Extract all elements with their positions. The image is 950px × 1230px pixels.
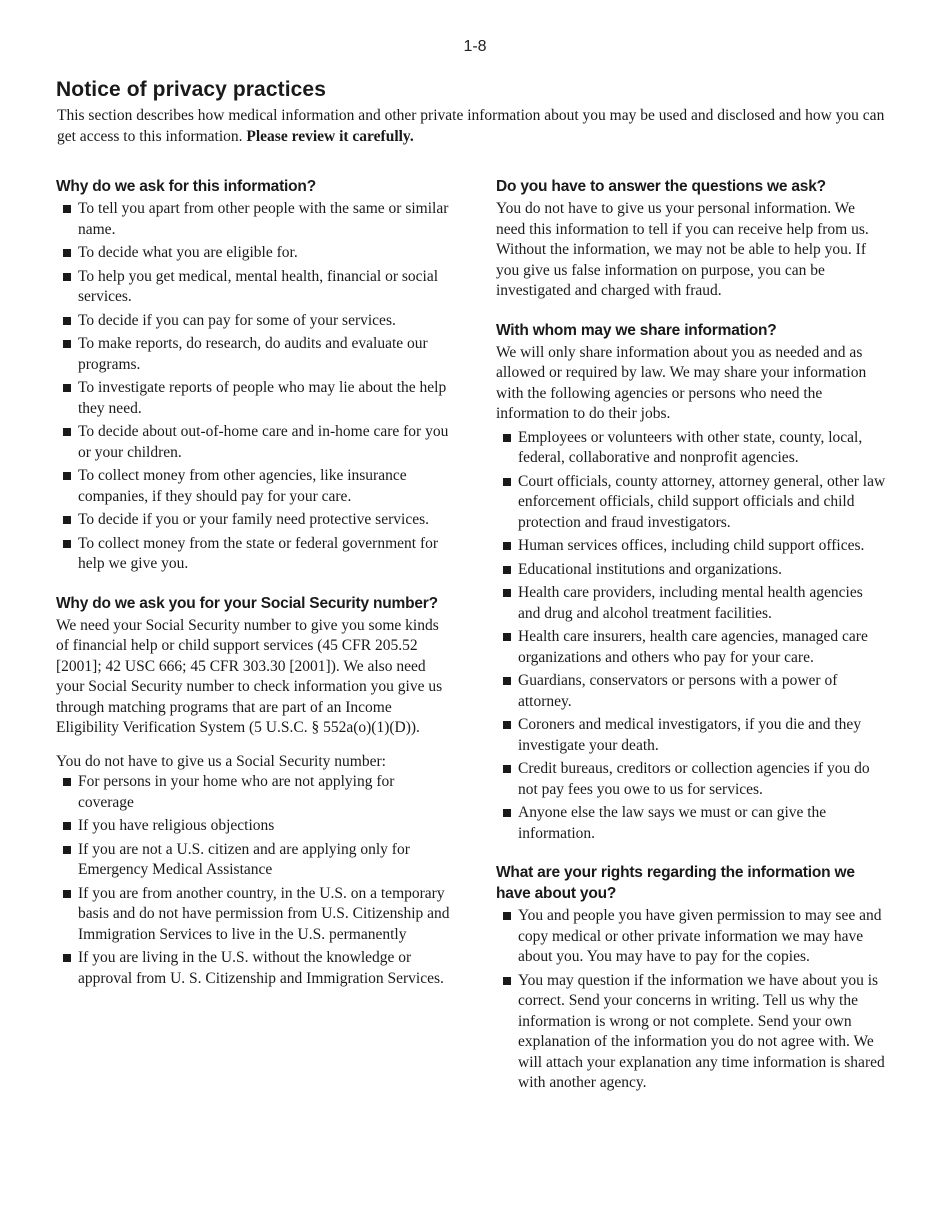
list-item-text: To decide about out-of-home care and in-home care for you or your children. [78,423,449,461]
list-item-text: To investigate reports of people who may lie about the help they need. [78,379,447,417]
section-ssn [56,593,452,990]
section-heading: With whom may we share information? [496,321,777,339]
list-item [496,759,888,800]
square-bullet-icon [503,977,511,985]
square-bullet-icon [63,540,71,548]
square-bullet-icon [503,566,511,574]
section-heading: Do you have to answer the questions we ask? [496,178,826,195]
square-bullet-icon [503,677,511,685]
section-why-ask [56,176,452,575]
square-bullet-icon [63,954,71,962]
list-item-text: Health care insurers, health care agencies, managed care organizations and others who pay for your care. [518,628,868,666]
section-share [496,320,888,845]
list-item-text: Anyone else the law says we must or can give the information. [518,804,827,842]
list-item-text: To tell you apart from other people with the same or similar name. [78,200,449,238]
square-bullet-icon [503,912,511,920]
square-bullet-icon [503,542,511,550]
square-bullet-icon [63,249,71,257]
square-bullet-icon [63,384,71,392]
list-item-text: Court officials, county attorney, attorney general, other law enforcement officials, child support officials and child protection and fraud investigators. [518,472,886,531]
section-rights [496,862,888,1094]
ssn-exemptions-list [56,772,452,989]
rights-list [496,906,888,1094]
list-item-text: For persons in your home who are not applying for coverage [78,773,395,811]
list-item [496,428,888,469]
list-item-text: To collect money from other agencies, like insurance companies, if they should pay for your care. [78,467,407,505]
list-item-text: Employees or volunteers with other state, county, local, federal, collaborative and nonprofit agencies. [518,428,863,466]
list-item-text: Coroners and medical investigators, if you die and they investigate your death. [518,716,862,754]
list-item-text: You and people you have given permission to may see and copy medical or other private information we may have about you. You may have to pay for the copies. [518,907,882,965]
right-column [496,176,888,1108]
list-item [56,948,452,989]
list-item-text: To decide if you can pay for some of your services. [78,311,396,329]
share-paragraph: We will only share information about you as needed and as allowed or required by law. We may share your information with the following agencies or persons who need the information to do their jobs. [496,343,867,422]
list-item [496,472,888,534]
square-bullet-icon [63,890,71,898]
list-item-text: If you are from another country, in the U.S. on a temporary basis and do not have permission from U.S. Citizenship and Immigration Services to live in the U.S. permanently [78,884,450,943]
square-bullet-icon [503,478,511,486]
list-item [56,422,452,463]
list-item [56,334,452,375]
square-bullet-icon [503,589,511,597]
section-answer [496,176,888,302]
list-item [496,627,888,668]
square-bullet-icon [63,846,71,854]
list-item [56,267,452,308]
list-item [496,583,888,624]
square-bullet-icon [63,340,71,348]
list-item [496,971,888,1094]
list-item-text: If you are living in the U.S. without the knowledge or approval from U. S. Citizenship and Immigration Services. [78,949,444,987]
list-item [496,715,888,756]
square-bullet-icon [503,765,511,773]
list-item [496,536,888,557]
page-title: Notice of privacy practices [56,78,326,101]
intro-paragraph [57,105,887,147]
square-bullet-icon [503,633,511,641]
list-item-text: To make reports, do research, do audits and evaluate our programs. [78,335,428,373]
list-item-text: Human services offices, including child support offices. [518,537,865,554]
list-item [56,243,452,264]
why-ask-list [56,199,452,575]
square-bullet-icon [63,273,71,281]
ssn-lead: You do not have to give us a Social Security number: [56,752,386,770]
list-item-text: If you have religious objections [78,817,275,834]
intro-emphasis: Please review it carefully. [246,128,414,145]
list-item [496,671,888,712]
list-item [56,199,452,240]
section-heading: Why do we ask you for your Social Security number? [56,594,438,612]
list-item-text: To collect money from the state or federal government for help we give you. [78,534,439,572]
list-item [496,560,888,581]
list-item [56,772,452,813]
square-bullet-icon [63,317,71,325]
list-item [56,534,452,575]
page-number: 1-8 [463,38,487,55]
left-column [56,176,452,1003]
list-item [56,510,452,531]
list-item-text: To help you get medical, mental health, financial or social services. [78,267,439,305]
section-heading: What are your rights regarding the information we have about you? [496,864,855,902]
list-item-text: Health care providers, including mental health agencies and drug and alcohol treatment facilities. [518,584,863,622]
list-item-text: To decide what you are eligible for. [78,244,298,261]
list-item [56,884,452,946]
share-list [496,428,888,845]
list-item [56,311,452,332]
list-item [56,840,452,881]
list-item-text: If you are not a U.S. citizen and are applying only for Emergency Medical Assistance [78,840,410,878]
intro-text: This section describes how medical information and other private information about you may be used and disclosed and how you can get access to this information. [57,107,885,145]
square-bullet-icon [63,778,71,786]
square-bullet-icon [63,472,71,480]
square-bullet-icon [63,516,71,524]
list-item-text: Credit bureaus, creditors or collection agencies if you do not pay fees you owe to us for services. [518,760,870,798]
list-item-text: Educational institutions and organizations. [518,560,783,578]
square-bullet-icon [503,434,511,442]
list-item [56,378,452,419]
square-bullet-icon [503,809,511,817]
answer-paragraph: You do not have to give us your personal information. We need this information to tell if you can receive help from us. Without the information, we may not be able to help you. If you give us false information on purpose, you can be investigated and charged with fraud. [496,200,869,299]
list-item-text: To decide if you or your family need protective services. [78,511,429,528]
list-item [496,803,888,844]
section-heading: Why do we ask for this information? [56,178,316,195]
list-item [56,466,452,507]
list-item [56,816,452,837]
square-bullet-icon [63,205,71,213]
list-item-text: You may question if the information we have about you is correct. Send your concerns in writing. Tell us why the information is wrong or not complete. Send your own explanation of the information you do not agree with. We will attach your explanation any time information is shared with another agency. [518,971,885,1091]
list-item-text: Guardians, conservators or persons with a power of attorney. [518,672,838,710]
square-bullet-icon [63,428,71,436]
list-item [496,906,888,968]
square-bullet-icon [63,822,71,830]
ssn-paragraph: We need your Social Security number to give you some kinds of financial help or child support services (45 CFR 205.52 [2001]; 42 USC 666; 45 CFR 303.30 [2001]). We also need your Social Security number to check information you give us through matching programs that are part of an Income Eligibility Verification System (5 U.S.C. § 552a(o)(1)(D)). [56,616,443,736]
square-bullet-icon [503,721,511,729]
